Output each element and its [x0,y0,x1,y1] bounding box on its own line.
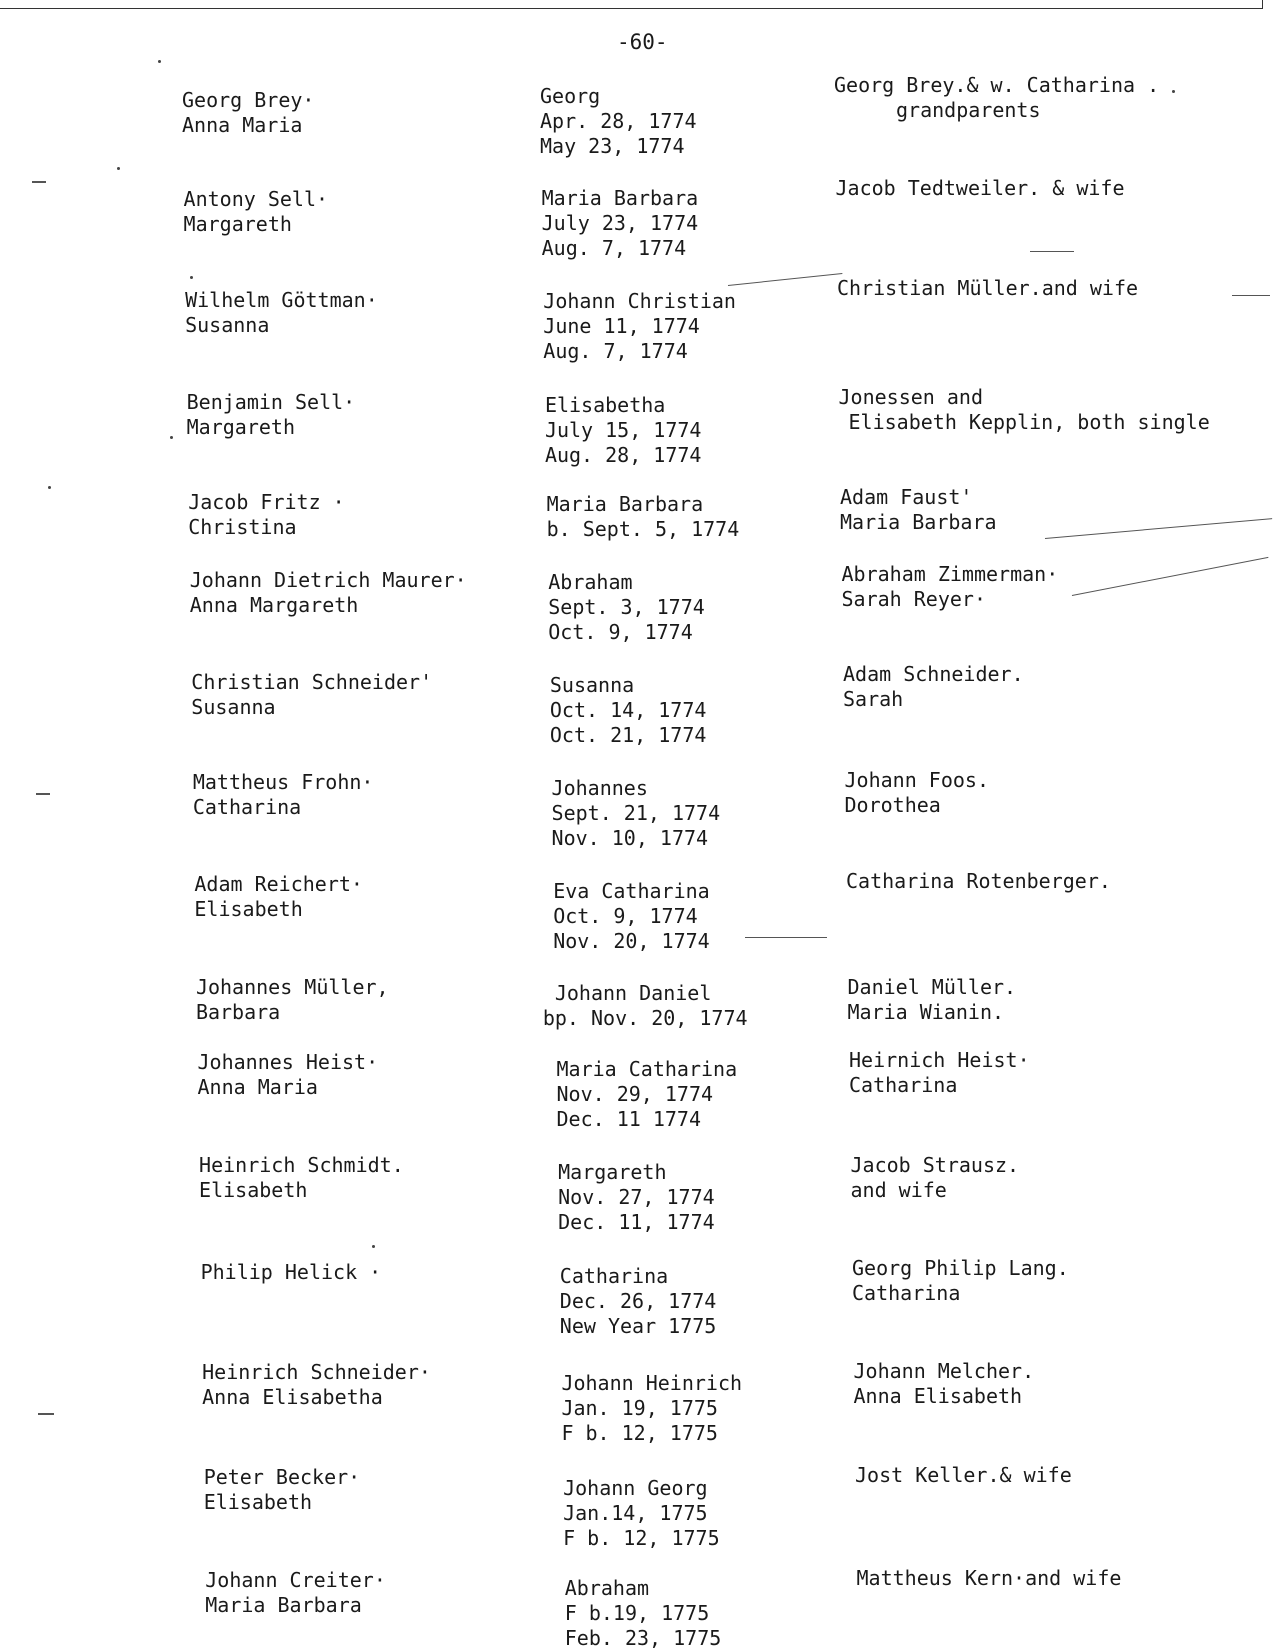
parents-cell [187,390,356,440]
parents-line: Susanna [191,695,276,719]
parents-line: Wilhelm Göttman· [185,288,378,312]
sponsors-line: Johann Foos. [844,768,989,792]
parents-cell [204,1465,361,1515]
child-cell [561,1371,742,1446]
child-line: Aug. 28, 1774 [544,443,702,467]
sponsors-cell [855,1463,1072,1488]
child-line: Oct. 9, 1774 [548,620,693,644]
child-line: Susanna [549,673,635,697]
parents-line: Catharina [192,795,302,819]
sponsors-line: Elisabeth Kepplin, both single [848,410,1210,434]
child-line: Sept. 21, 1774 [551,801,721,825]
sponsors-cell [843,662,1024,712]
child-line: Johann Georg [563,1476,708,1500]
parents-line: Anna Maria [197,1075,318,1099]
parents-cell [194,872,363,922]
child-line: Margareth [558,1160,667,1184]
top-rule [0,8,1262,9]
child-line: Johann Daniel [554,981,712,1005]
parents-line: Margareth [186,415,296,439]
parents-line: Peter Becker· [203,1465,361,1489]
child-line: July 15, 1774 [544,418,702,442]
child-cell [542,981,748,1031]
sponsors-line: Mattheus Kern·and wife [856,1566,1122,1590]
child-line: May 23, 1774 [540,134,685,158]
child-line: Johann Heinrich [561,1371,743,1395]
child-line: Nov. 27, 1774 [558,1185,715,1209]
child-line: Maria Barbara [546,492,704,516]
sponsors-cell [854,1359,1035,1409]
child-line: Oct. 21, 1774 [549,723,707,747]
scan-speck [190,276,193,279]
child-line: Sept. 3, 1774 [548,595,705,619]
child-line: F b. 12, 1775 [561,1421,718,1445]
sponsors-line: Adam Faust' [840,485,973,509]
sponsors-cell [852,1256,1069,1306]
sponsors-cell [845,768,990,818]
sponsors-cell [840,485,997,535]
child-line: bp. Nov. 20, 1774 [542,1006,748,1030]
stray-line [745,937,827,938]
parents-line: Benjamin Sell· [186,390,356,414]
child-line: Aug. 7, 1774 [541,236,687,260]
sponsors-line: Christian Müller.and wife [837,276,1139,300]
child-line: b. Sept. 5, 1774 [546,517,740,541]
sponsors-line: Maria Barbara [840,510,997,534]
child-line: New Year 1775 [559,1314,717,1338]
sponsors-cell [849,1048,1030,1098]
child-line: Johannes [551,776,648,800]
parents-line: Margareth [183,212,292,236]
child-cell [542,186,699,261]
sponsors-cell [848,975,1017,1025]
parents-line: Heinrich Schneider· [202,1360,431,1384]
child-cell [558,1160,715,1235]
sponsors-line: Jacob Tedtweiler. & wife [835,176,1125,200]
sponsors-line: Georg Philip Lang. [852,1256,1069,1280]
parents-cell [185,288,378,338]
child-line: Maria Catharina [556,1057,738,1081]
parents-line: Elisabeth [199,1178,308,1202]
child-cell [540,84,697,159]
child-line: Abraham [564,1576,650,1600]
child-cell [553,879,710,954]
parents-line: Christian Schneider' [191,670,433,694]
sponsors-line: Sarah [843,687,904,711]
parents-cell [188,490,345,540]
sponsors-cell [851,1153,1020,1203]
parents-line: Elisabeth [194,897,303,921]
child-cell [557,1057,738,1132]
sponsors-line: Johann Melcher. [853,1359,1035,1383]
sponsors-line: Heirnich Heist· [849,1048,1030,1072]
sponsors-line: Daniel Müller. [847,975,1017,999]
sponsors-cell [839,385,1210,435]
child-cell [547,492,740,542]
parents-line: Barbara [195,1000,281,1024]
scan-speck [170,436,173,439]
child-line: Dec. 11, 1774 [558,1210,715,1234]
child-cell [548,570,705,645]
parents-cell [196,975,389,1025]
stray-line [1072,557,1269,596]
page-number: -60- [617,30,668,54]
child-line: July 23, 1774 [541,211,699,235]
child-cell [552,776,721,851]
child-line: Nov. 20, 1774 [553,929,710,953]
parents-cell [205,1568,386,1618]
child-line: Eva Catharina [553,879,710,903]
stray-line [1045,518,1272,539]
parents-cell [191,670,432,720]
parents-cell [182,88,314,138]
sponsors-line: Abraham Zimmerman· [841,562,1059,586]
parents-line: Philip Helick · [200,1260,382,1284]
scan-speck [158,60,161,63]
parents-line: Anna Elisabetha [202,1385,383,1409]
child-line: June 11, 1774 [543,314,700,338]
child-line: Apr. 28, 1774 [540,109,697,133]
child-line: Aug. 7, 1774 [543,339,688,363]
stray-line [1030,251,1074,252]
child-cell [543,289,736,364]
parents-line: Anna Maria [182,113,303,137]
parents-line: Georg Brey· [182,88,315,112]
child-cell [565,1576,722,1651]
child-line: Georg [540,84,601,108]
stray-line [728,273,842,286]
child-line: Catharina [559,1264,669,1288]
sponsors-cell [836,176,1125,201]
sponsors-line: Adam Schneider. [843,662,1024,686]
sponsors-cell [846,869,1111,894]
parents-cell [190,568,467,618]
child-line: Feb. 23, 1775 [564,1626,722,1650]
child-line: Oct. 14, 1774 [549,698,707,722]
child-cell [560,1264,717,1339]
sponsors-cell [834,73,1159,123]
sponsors-line: grandparents [896,98,1041,122]
sponsors-line: Anna Elisabeth [853,1384,1023,1408]
sponsors-cell [842,562,1059,612]
margin-mark [36,793,50,795]
child-line: Nov. 29, 1774 [556,1082,714,1106]
parents-cell [184,187,329,237]
parents-line: Johannes Heist· [197,1050,379,1074]
parents-line: Antony Sell· [183,187,329,211]
sponsors-line: Jonessen and [838,385,983,409]
child-line: Johann Christian [543,289,736,313]
parents-cell [199,1153,404,1203]
child-line: Jan. 19, 1775 [561,1396,718,1420]
child-line: Dec. 11 1774 [556,1107,701,1131]
top-rule-tick [1262,0,1263,9]
sponsors-line: Georg Brey.& w. Catharina . [834,73,1160,97]
sponsors-line: Catharina Rotenberger. [846,869,1111,893]
parents-line: Johann Creiter· [205,1568,386,1592]
parents-line: Anna Margareth [189,593,359,617]
parents-cell [193,770,374,820]
parents-line: Heinrich Schmidt. [199,1153,404,1177]
parents-line: Johann Dietrich Maurer· [189,568,467,592]
stray-line [1232,295,1270,296]
parents-cell [202,1360,431,1410]
sponsors-line: Catharina [852,1281,961,1305]
child-line: Jan.14, 1775 [563,1501,708,1525]
sponsors-line: Catharina [849,1073,958,1097]
child-line: Oct. 9, 1774 [553,904,698,928]
scan-speck [117,167,120,170]
sponsors-line: Maria Wianin. [847,1000,1005,1024]
parents-line: Christina [188,515,297,539]
parents-line: Maria Barbara [205,1593,362,1617]
parents-line: Jacob Fritz · [188,490,345,514]
sponsors-line: and wife [850,1178,947,1202]
sponsors-cell [837,276,1138,301]
child-line: Elisabetha [544,393,666,417]
parents-line: Johannes Müller, [195,975,389,999]
parents-line: Susanna [185,313,270,337]
child-line: Maria Barbara [541,186,699,210]
child-cell [563,1476,720,1551]
parents-line: Mattheus Frohn· [192,770,374,794]
sponsors-line: Jacob Strausz. [850,1153,1020,1177]
scan-speck [372,1245,375,1248]
sponsors-line: Dorothea [844,793,941,817]
parents-line: Adam Reichert· [194,872,363,896]
child-line: Abraham [548,570,633,594]
sponsors-line: Jost Keller.& wife [855,1463,1072,1487]
margin-mark [38,1413,54,1415]
sponsors-line: Sarah Reyer· [841,587,986,611]
sponsors-cell [857,1566,1122,1591]
parents-line: Elisabeth [203,1490,313,1514]
child-line: F b.19, 1775 [564,1601,710,1625]
margin-mark [32,181,46,183]
child-line: Dec. 26, 1774 [559,1289,717,1313]
child-line: Nov. 10, 1774 [551,826,709,850]
scan-speck [48,486,51,489]
parents-cell [201,1260,382,1285]
child-cell [545,393,702,468]
child-cell [550,673,707,748]
scan-speck [1172,90,1175,93]
child-line: F b. 12, 1775 [563,1526,720,1550]
parents-cell [198,1050,379,1100]
